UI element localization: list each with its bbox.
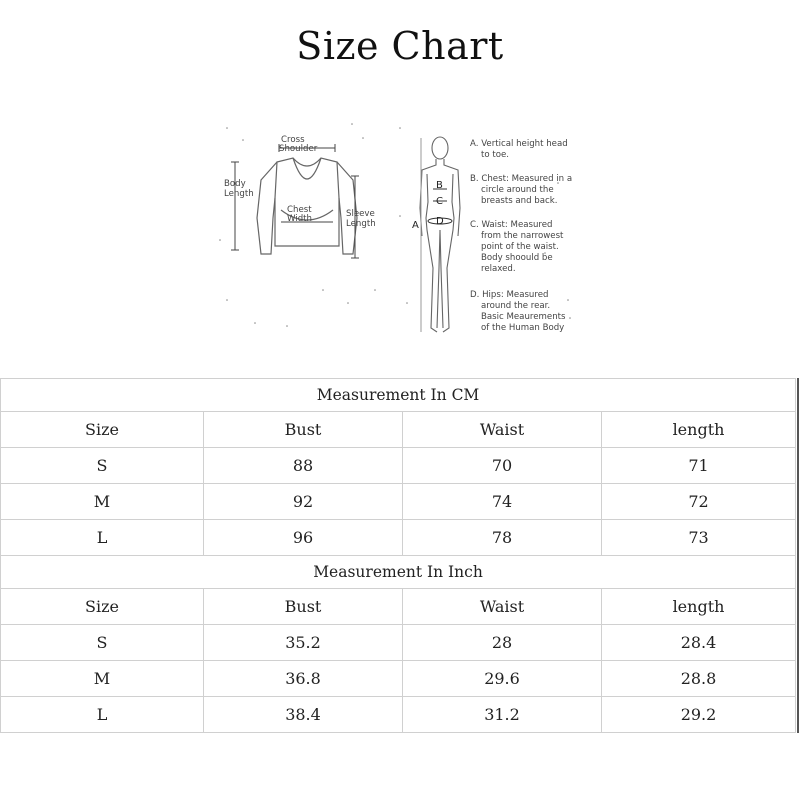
body-figure-icon <box>420 137 460 332</box>
table-row <box>1 661 796 697</box>
cell-waist: 29.6 <box>403 661 602 697</box>
col-header-length: length <box>602 412 796 448</box>
note-a-line2: to toe. <box>481 150 510 160</box>
col-header-bust: Bust <box>204 412 403 448</box>
cell-waist: 78 <box>403 520 602 556</box>
cell-length: 29.2 <box>602 697 796 733</box>
inch-heading: Measurement In Inch <box>1 556 796 589</box>
note-b-line3: breasts and back. <box>481 196 558 206</box>
cell-size: L <box>1 520 204 556</box>
note-a-line1: A. Vertical height head <box>470 139 568 149</box>
note-c-line1: C. Waist: Measured <box>470 220 553 230</box>
cell-length: 28.8 <box>602 661 796 697</box>
cell-waist: 70 <box>403 448 602 484</box>
sleeve-length-label: Sleeve <box>346 209 375 219</box>
note-d-line2: around the rear. <box>481 301 551 311</box>
table-row <box>1 625 796 661</box>
note-b-line2: circle around the <box>481 185 554 195</box>
col-header-size: Size <box>1 589 204 625</box>
col-header-length: length <box>602 589 796 625</box>
cell-waist: 31.2 <box>403 697 602 733</box>
cell-bust: 36.8 <box>204 661 403 697</box>
sleeve-length-label-2: Length <box>346 219 376 229</box>
cell-bust: 35.2 <box>204 625 403 661</box>
cross-shoulder-label-2: Shoulder <box>279 144 318 154</box>
page-title: Size Chart <box>296 24 504 68</box>
cell-waist: 28 <box>403 625 602 661</box>
cell-length: 72 <box>602 484 796 520</box>
cell-bust: 88 <box>204 448 403 484</box>
marker-a: A <box>412 220 419 231</box>
cm-heading-row <box>1 379 796 412</box>
cross-shoulder-label: Cross <box>281 135 305 145</box>
col-header-waist: Waist <box>403 589 602 625</box>
cell-size: M <box>1 661 204 697</box>
chest-width-label-2: Width <box>287 214 312 224</box>
cell-size: M <box>1 484 204 520</box>
note-b-line1: B. Chest: Measured in a <box>470 174 573 184</box>
body-length-label-2: Length <box>224 189 254 199</box>
inch-header-row <box>1 589 796 625</box>
col-header-waist: Waist <box>403 412 602 448</box>
cell-waist: 74 <box>403 484 602 520</box>
note-d-line3: Basic Meaurements <box>481 312 566 322</box>
col-header-bust: Bust <box>204 589 403 625</box>
note-d-line4: of the Human Body <box>481 323 565 333</box>
cell-length: 28.4 <box>602 625 796 661</box>
table-row <box>1 484 796 520</box>
cell-size: S <box>1 625 204 661</box>
cm-header-row <box>1 412 796 448</box>
table-row <box>1 448 796 484</box>
note-d-line1: D. Hips: Measured <box>470 290 549 300</box>
cell-size: S <box>1 448 204 484</box>
inch-heading-row <box>1 556 796 589</box>
cm-heading: Measurement In CM <box>1 379 796 412</box>
cell-length: 73 <box>602 520 796 556</box>
cell-size: L <box>1 697 204 733</box>
cell-bust: 92 <box>204 484 403 520</box>
cell-bust: 38.4 <box>204 697 403 733</box>
measurement-diagram <box>215 118 585 350</box>
measurement-notes <box>470 139 572 333</box>
size-table <box>0 378 796 733</box>
size-tables <box>0 378 800 733</box>
marker-b: B <box>436 180 443 191</box>
note-c-line5: relaxed. <box>481 264 516 274</box>
table-row <box>1 697 796 733</box>
body-measure-marks <box>421 138 452 332</box>
cell-bust: 96 <box>204 520 403 556</box>
marker-c: C <box>436 196 443 207</box>
marker-d: D <box>436 216 444 227</box>
cell-length: 71 <box>602 448 796 484</box>
chest-width-label: Chest <box>287 205 312 215</box>
note-c-line4: Body shoould be <box>481 253 553 263</box>
body-length-label: Body <box>224 179 246 189</box>
note-c-line2: from the narrowest <box>481 231 564 241</box>
note-c-line3: point of the waist. <box>481 242 559 252</box>
table-row <box>1 520 796 556</box>
col-header-size: Size <box>1 412 204 448</box>
